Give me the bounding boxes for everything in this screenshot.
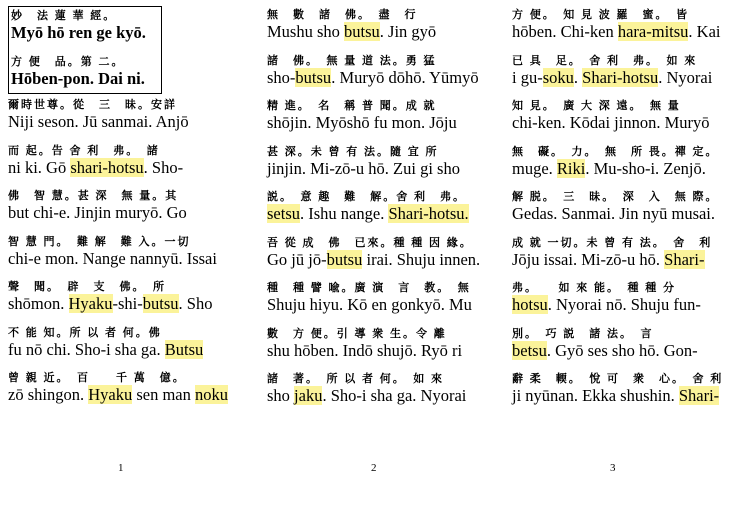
romaji-line [267,68,507,88]
romaji-segment: jinjin. Mi-zō-u hō. Zui gi sho [267,158,460,178]
highlighted-term: jaku [294,386,323,405]
kanji-line: 成 就 一切。未 曾 有 法。 舍 利 [512,236,713,249]
verse [267,372,507,406]
kanji-line: 無 數 諸 佛。 盡 行 [267,9,418,21]
romaji-line [267,295,507,315]
romaji-line [8,294,248,314]
verse [267,281,507,315]
kanji-line: 諸 著。 所 以 者 何。 如 來 [267,373,444,385]
romaji-line [512,113,750,133]
highlighted-term: butsu [142,294,179,313]
romaji-segment: sen man [132,385,195,404]
verse [8,98,248,132]
kanji-line: 佛 智 慧。甚 深 無 量。其 [8,190,179,202]
romaji-line [267,204,507,224]
kanji-line: 數 方 便。引 導 衆 生。令 離 [267,327,447,340]
title-box [8,6,162,94]
romaji-line [512,295,750,315]
romaji-segment: . Sho [178,294,213,313]
page-number: 3 [610,462,616,474]
romaji-line [11,69,251,89]
romaji-segment: Shuju hiyu. Kō en gonkyō. Mu [267,295,472,314]
highlighted-term: Shari- [678,386,720,405]
highlighted-term: butsu [326,249,363,269]
highlighted-term: hara-mitsu [617,22,689,41]
highlighted-term: butsu [344,22,380,41]
romaji-segment: Hōben-pon. Dai ni. [11,69,145,88]
romaji-segment: . Jin gyō [379,22,437,41]
romaji-line [8,203,248,223]
romaji-line [512,204,750,224]
verse [8,326,248,360]
highlighted-term: shari-hotsu [70,157,144,177]
kanji-line: 吾 從 成 佛 已來。種 種 因 緣。 [267,236,473,249]
romaji-segment: ni ki. Gō [8,157,71,177]
kanji-line: 智 慧 門。 難 解 難 入。一切 [8,235,191,248]
page-column-3 [512,0,750,516]
romaji-line [267,386,507,406]
page-column-1 [8,0,254,516]
kanji-line: 聲 聞。 辟 支 佛。 所 [8,281,166,293]
verse [267,145,507,179]
kanji-line: 解 脱。 三 昧。 深 入 無 際。 [512,191,719,203]
romaji-segment: Myō hō ren ge kyō. [11,23,146,42]
highlighted-term: Hyaku [68,294,113,313]
verse [512,236,750,270]
romaji-line [512,341,750,361]
verse [512,190,750,224]
kanji-line: 曾 親 近。 百 千 萬 億。 [8,372,186,384]
kanji-line: 爾時世尊。從 三 昧。安詳 [8,99,177,111]
romaji-segment: Jōju issai. Mi-zō-u hō. [512,249,665,269]
romaji-segment: Mushu sho [267,22,345,41]
verse [267,54,507,88]
romaji-segment: but chi-e. Jinjin muryō. Go [8,203,187,222]
verse [267,236,507,270]
kanji-line: 方 便。 知 見 波 羅 蜜。 皆 [512,9,689,21]
kanji-line: 種 種 譬 喩。廣 演 言 教。 無 [267,282,471,294]
highlighted-term: Riki [556,158,586,178]
romaji-line [8,112,248,132]
chapter-verse [11,55,251,89]
romaji-line [8,385,248,405]
verse [8,144,248,178]
kanji-line: 辭 柔 輭。 悅 可 衆 心。 舍 利 [512,373,724,385]
highlighted-term: Butsu [164,339,204,359]
highlighted-term: hotsu [512,295,548,314]
romaji-line [11,23,251,43]
kanji-line: 不 能 知。所 以 者 何。佛 [8,326,162,339]
verse [512,145,750,179]
highlighted-term: Shari-hotsu. [388,204,469,223]
romaji-line [8,340,248,360]
romaji-segment: Go jū jō- [267,249,327,269]
verse [512,327,750,361]
kanji-line: 別。 巧 説 諸 法。 言 [512,327,654,340]
verse [512,8,750,42]
kanji-line: 妙 法 蓮 華 經。 [11,10,117,22]
highlighted-term: soku [542,67,574,87]
romaji-line [512,250,750,270]
romaji-segment: shōjin. Myōshō fu mon. Jōju [267,113,457,132]
highlighted-term: butsu [295,67,332,87]
romaji-line [512,159,750,179]
romaji-line [267,250,507,270]
romaji-segment: Gedas. Sanmai. Jin nyū musai. [512,204,716,223]
romaji-segment: irai. Shuju innen. [362,249,481,269]
page-number: 1 [118,462,124,474]
kanji-line: 弗。 如 來 能。 種 種 分 [512,282,676,294]
romaji-segment: hōben. Chi-ken [512,22,618,41]
romaji-segment: sho [267,386,295,405]
verse [512,54,750,88]
romaji-line [512,386,750,406]
romaji-line [267,159,507,179]
romaji-segment: . Nyorai nō. Shuju fun- [547,295,701,314]
romaji-segment: shōmon. [8,294,69,313]
highlighted-term: noku [195,385,228,404]
highlighted-term: Shari- [664,249,705,269]
verse [512,372,750,406]
kanji-line: 精 進。 名 稱 普 聞。成 就 [267,100,437,112]
kanji-line: 方 便 品。第 二。 [11,56,125,68]
romaji-segment: i gu- [512,67,543,87]
romaji-segment: chi-ken. Kōdai jinnon. Muryō [512,113,710,132]
romaji-line [267,22,507,42]
kanji-line: 而 起。告 舍 利 弗。 諸 [8,144,160,157]
romaji-segment: . [573,67,583,87]
verse [512,281,750,315]
romaji-segment: shu hōben. Indō shujō. Ryō ri [267,340,463,360]
romaji-line [512,22,750,42]
romaji-segment: . Nyorai [658,67,713,87]
romaji-segment: . Muryō dōhō. Yūmyō [331,67,479,87]
highlighted-term: Shari-hotsu [582,67,659,87]
title-verse [11,9,251,43]
verse [512,99,750,133]
page-column-2 [267,0,513,516]
romaji-line [8,249,248,269]
kanji-line: 諸 佛。 無 量 道 法。勇 猛 [267,54,437,67]
romaji-segment: . Kai [688,22,721,41]
romaji-line [8,158,248,178]
romaji-segment: . Gyō ses sho hō. Gon- [546,340,698,360]
kanji-line: 已 具 足。 舍 利 弗。 如 來 [512,54,698,67]
highlighted-term: betsu [512,340,547,360]
romaji-line [512,68,750,88]
romaji-segment: muge. [512,158,557,178]
kanji-line: 甚 深。未 曾 有 法。隨 宜 所 [267,145,439,158]
romaji-segment: sho- [267,67,296,87]
romaji-segment: ji nyūnan. Ekka shushin. [512,386,679,405]
highlighted-term: setsu [267,204,300,223]
verse [267,327,507,361]
romaji-segment: fu nō chi. Sho-i sha ga. [8,339,165,359]
verse [267,99,507,133]
romaji-line [267,113,507,133]
kanji-line: 無 礙。 力。 無 所 畏。禪 定。 [512,145,719,158]
verse [267,190,507,224]
kanji-line: 説。 意 趣 難 解。舍 利 弗。 [267,191,466,203]
verse [267,8,507,42]
verse [8,189,248,223]
kanji-line: 知 見。 廣 大 深 遠。 無 量 [512,100,681,112]
romaji-segment: zō shingon. [8,385,89,404]
romaji-segment: . Ishu nange. [300,204,389,223]
romaji-segment: . Mu-sho-i. Zenjō. [585,158,706,178]
verse [8,371,248,405]
verse [8,280,248,314]
romaji-segment: -shi- [112,294,143,313]
romaji-segment: . Sho-i sha ga. Nyorai [322,386,467,405]
romaji-segment: . Sho- [143,157,184,177]
verse [8,235,248,269]
romaji-line [267,341,507,361]
romaji-segment: chi-e mon. Nange nannyū. Issai [8,248,217,268]
page-number: 2 [371,462,377,474]
romaji-segment: Niji seson. Jū sanmai. Anjō [8,112,189,131]
highlighted-term: Hyaku [88,385,133,404]
